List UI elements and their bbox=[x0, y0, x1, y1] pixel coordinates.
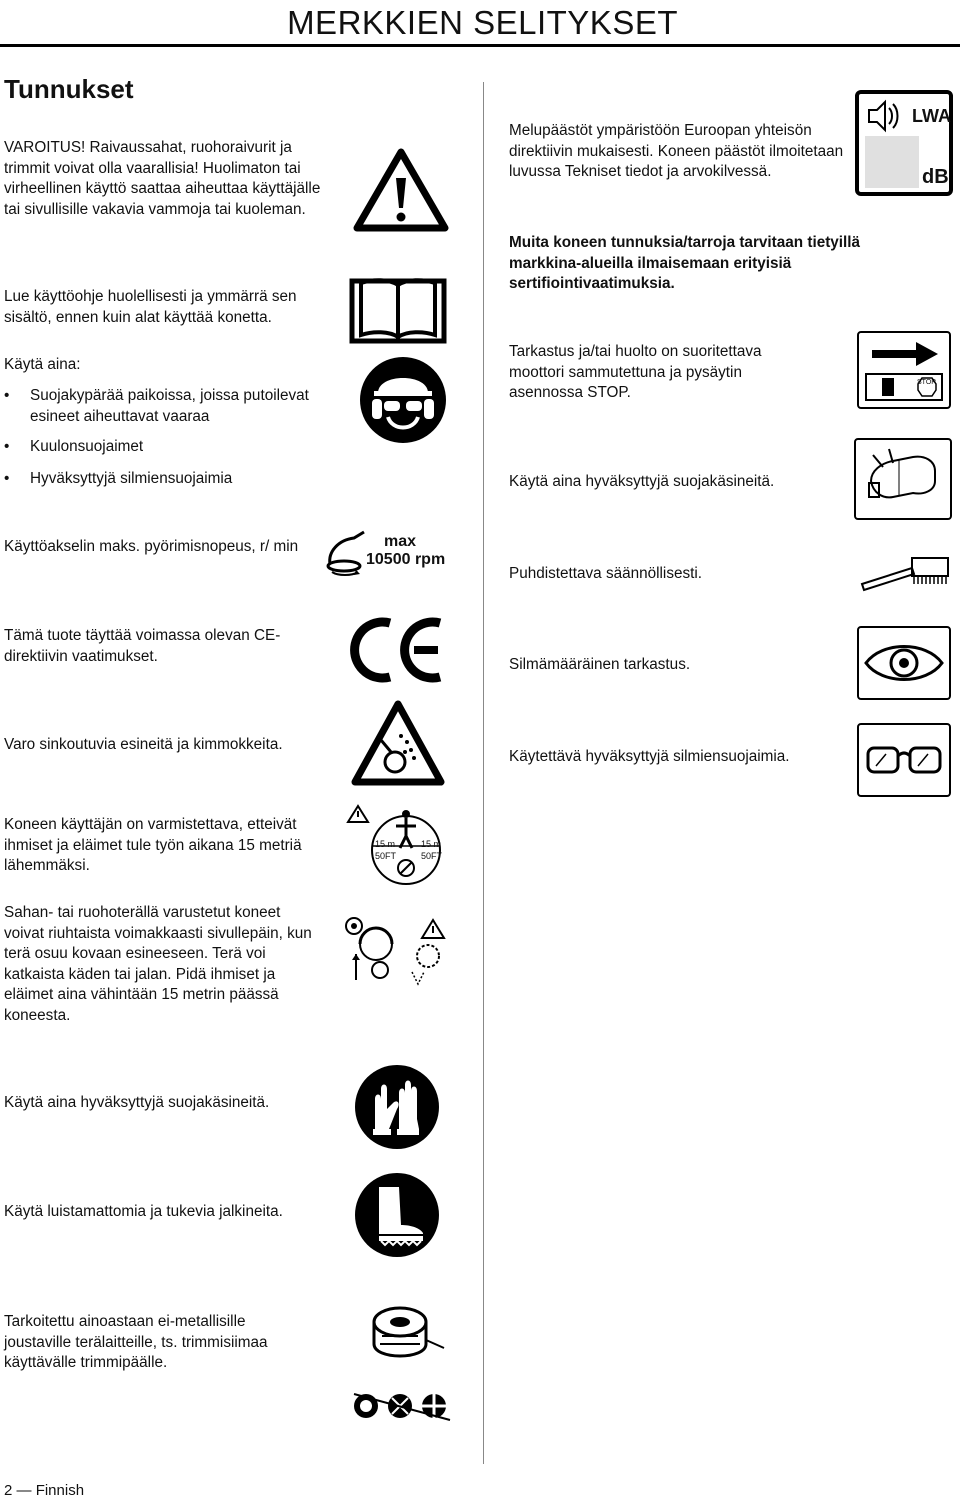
max-speed-text: Käyttöakselin maks. pyörimisnopeus, r/ min bbox=[4, 538, 299, 555]
inspection-stop-text: Tarkastus ja/tai huolto on suoritettava moottori sammutettuna ja pysäytin asennossa STOP. bbox=[509, 343, 762, 401]
page-title: MERKKIEN SELITYKSET bbox=[287, 4, 678, 41]
title-rule bbox=[0, 44, 960, 47]
distance-label: 15 m bbox=[421, 839, 442, 849]
protective-gloves-icon bbox=[353, 1063, 441, 1151]
manual-book-icon bbox=[349, 275, 447, 345]
section-heading: Tunnukset bbox=[4, 74, 134, 104]
stop-label: STOP bbox=[917, 379, 936, 386]
protective-boots-icon bbox=[353, 1171, 441, 1259]
column-divider bbox=[483, 82, 484, 1464]
rpm-value: 10500 rpm bbox=[366, 551, 446, 568]
warning-triangle-icon bbox=[353, 148, 449, 232]
gloves-text-right: Käytä aina hyväksyttyjä suojakäsineitä. bbox=[509, 473, 775, 490]
glove-icon bbox=[853, 437, 953, 521]
kickback-warning-icon bbox=[342, 914, 450, 990]
kickback-text: Sahan- tai ruohoterällä varustetut koneet voivat riuhtaista voimakkaasti sivullepäin, kun terä osuu kovaan esineeseen. Terä voi katkaista käden tai jalan. Pidä ihmiset ja eläimet aina vähintään 15 metrin päässä koneesta. bbox=[4, 904, 312, 1024]
warning-text: VAROITUS! Raivaussahat, ruohoraivurit ja trimmit voivat olla vaarallisia! Huolimaton tai virheellinen käyttö saattaa aiheuttaa käyttäjälle tai sivullisille vakavia vammoja tai kuoleman. bbox=[4, 139, 321, 218]
db-label: dB bbox=[922, 166, 949, 188]
always-use-text: Käytä aina: bbox=[4, 356, 81, 373]
thrown-objects-warning-icon bbox=[351, 700, 445, 786]
drive-shaft-icon bbox=[324, 528, 370, 578]
ce-mark-icon bbox=[348, 615, 448, 685]
max-label: max bbox=[384, 533, 417, 550]
helmet-earmuffs-goggles-icon bbox=[358, 355, 448, 445]
distance-label: 15 m bbox=[375, 839, 396, 849]
visual-check-text: Silmämääräinen tarkastus. bbox=[509, 656, 691, 673]
visual-inspection-eye-icon bbox=[856, 625, 952, 701]
cleaning-brush-icon bbox=[858, 544, 952, 592]
thrown-objects-text: Varo sinkoutuvia esineitä ja kimmokkeita. bbox=[4, 736, 283, 753]
page-footer bbox=[4, 1482, 84, 1499]
ppe-list-item: • Kuulonsuojaimet bbox=[4, 438, 144, 455]
page-number: 2 bbox=[4, 1482, 13, 1499]
safety-glasses-icon bbox=[856, 722, 952, 798]
trimmer-head-icon bbox=[352, 1302, 452, 1422]
gloves-text: Käytä aina hyväksyttyjä suojakäsineitä. bbox=[4, 1094, 270, 1111]
ce-text: Tämä tuote täyttää voimassa olevan CE-direktiivin vaatimukset. bbox=[4, 627, 281, 665]
safe-distance-text: Koneen käyttäjän on varmistettava, etteivät ihmiset ja eläimet tule työn aikana 15 metriä lähemmäksi. bbox=[4, 816, 302, 874]
footer-language: Finnish bbox=[35, 1482, 85, 1499]
stop-switch-icon bbox=[856, 330, 952, 410]
noise-text: Melupäästöt ympäristöön Euroopan yhteisön direktiivin mukaisesti. Koneen päästöt ilmoitetaan luvussa Tekniset tiedot ja arvokilvessä. bbox=[509, 122, 844, 180]
clean-text: Puhdistettava säännöllisesti. bbox=[509, 565, 703, 582]
other-symbols-text: Muita koneen tunnuksia/tarroja tarvitaan tietyillä markkina-alueilla ilmaisemaan erityisiä sertifiointivaatimuksia. bbox=[509, 234, 861, 292]
distance-label: 50FT bbox=[421, 851, 443, 861]
trimmer-head-text: Tarkoitettu ainoastaan ei-metallisille joustaville terälaitteille, ts. trimmisiimaa käyttävälle trimmipäälle. bbox=[4, 1313, 268, 1371]
ppe-list-item: • Suojakypärää paikoissa, joissa putoilevat esineet aiheuttavat vaaraa bbox=[4, 387, 309, 425]
read-manual-text: Lue käyttöohje huolellisesti ja ymmärrä sen sisältö, ennen kuin alat käyttää konetta. bbox=[4, 288, 297, 326]
lwa-label: LWA bbox=[912, 106, 951, 126]
distance-label: 50FT bbox=[375, 851, 397, 861]
eye-protection-text: Käytettävä hyväksyttyjä silmiensuojaimia. bbox=[509, 748, 790, 765]
boots-text: Käytä luistamattomia ja tukevia jalkineita. bbox=[4, 1203, 283, 1220]
footer-dash: — bbox=[16, 1482, 32, 1499]
ppe-list-item: • Hyväksyttyjä silmiensuojaimia bbox=[4, 470, 233, 487]
